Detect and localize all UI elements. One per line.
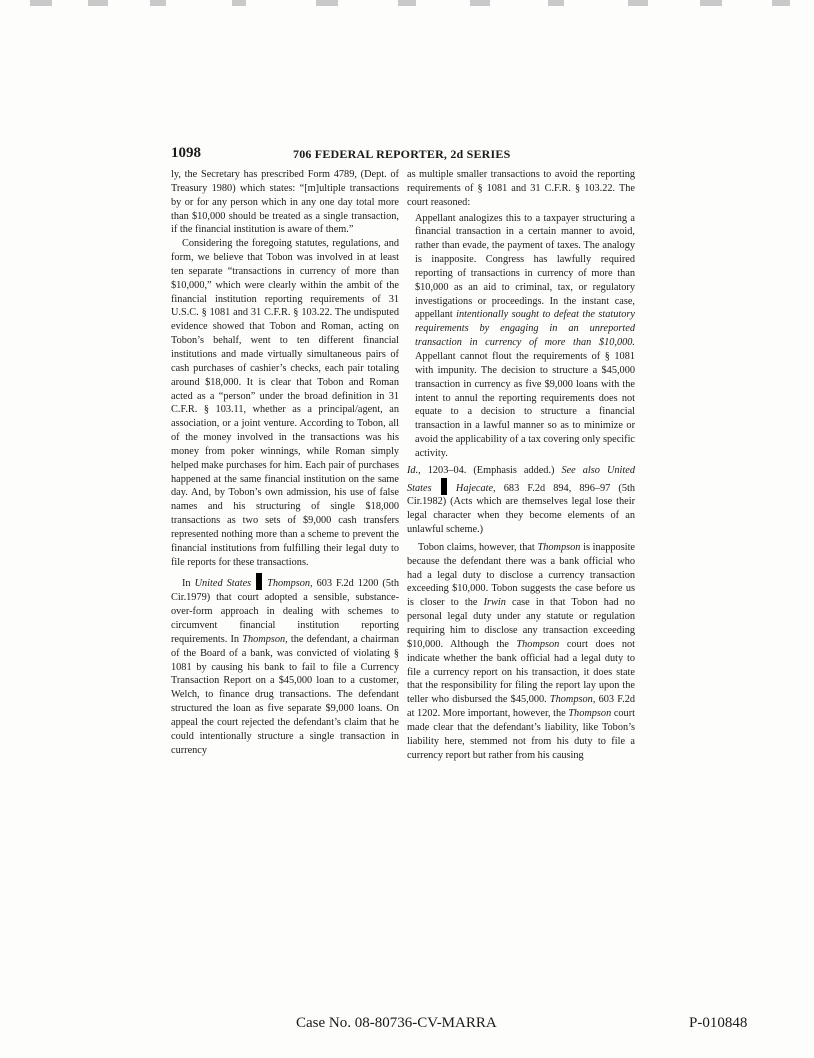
right-column	[407, 168, 635, 762]
running-head: 706 FEDERAL REPORTER, 2d SERIES	[293, 147, 511, 161]
paragraph: ly, the Secretary has prescribed Form 4789, (Dept. of Treasury 1980) which states: “[m]ultiple transactions by or for any person which in any one day total more than $10,000 should be treated as a single transaction, if the financial institution is aware of them.”	[171, 169, 399, 236]
case-name: United States	[194, 578, 252, 590]
case-name: Thompson,	[242, 633, 288, 645]
paragraph: Considering the foregoing statutes, regulations, and form, we believe that Tobon was involved in at least ten separate “transactions in currency of more than $10,000,” which were clearly within the ambit of the financial institution reporting requirements of 31 U.S.C. § 1081 and 31 C.F.R. § 103.22. The undisputed evidence showed that Tobon and Roman, acting on Tobon’s behalf, went to ten different financial institutions and made virtually simultaneous pairs of cash purchases of cashier’s checks, each pair totaling around $18,000. It is clear that Tobon and Roman acted as a “person” under the broad definition in 31 C.F.R. § 103.11, whether as a principal/agent, an association, or a joint venture. According to Tobon, all of the money involved in the transactions was his money from poker winnings, while Roman simply helped make purchases for him. Each pair of purchases happened at the same financial institution on the same day. And, by Tobon’s own admission, his use of false names and his structuring of single $18,000 transactions as two sets of $9,000 cash transfers represented nothing more than a scheme to prevent the financial institutions from fulfilling their legal duty to file reports for these transactions.	[171, 238, 399, 568]
left-column	[171, 168, 399, 757]
scan-edge-marks	[0, 0, 814, 10]
paragraph: as multiple smaller transactions to avoid the reporting requirements of § 1081 and 31 C.F.R. § 103.22. The court reasoned:	[407, 169, 635, 208]
page-header	[171, 145, 649, 165]
citation-paragraph: Id., 1203–04. (Emphasis added.) See also United States Hajecate, 683 F.2d 894, 896–97 (5th Cir.1982) (Acts which are themselves legal lose their legal character when they become elements of an unlawful scheme.)	[407, 464, 636, 536]
page-number: 1098	[171, 145, 201, 161]
case-name: Thompson,	[267, 578, 313, 590]
case-name: Hajecate,	[455, 482, 496, 494]
paragraph: Tobon claims, however, that Thompson is inapposite because the defendant there was a bank official who had a legal duty to disclose a currency transaction exceeding $10,000. Tobon suggests the case before us is closer to the Irwin case in that Tobon had no personal legal duty under any statute or regulation requiring him to disclose any transaction exceeding $10,000. Although the Thompson court does not indicate whether the bank official had a legal duty to file a currency report on his transaction, it does state that the responsibility for filing the report lay upon the teller who disbursed the $45,000. Thompson, 603 F.2d at 1202. More important, however, the Thompson court made clear that the defendant’s liability, like Tobon’s liability here, stemmed not from his duty to file a currency report but rather from his causing	[407, 541, 636, 761]
block-quote: Appellant analogizes this to a taxpayer structuring a financial transaction in a certain manner to avoid, rather than evade, the payment of taxes. The analogy is inapposite. Congress has lawfully required reporting of transactions in currency of more than $10,000 as an aid to criminal, tax, or regulatory investigations or proceedings. In the instant case, appellant intentionally sought to defeat the statutory requirements by engaging in an unreported transaction in currency of more than $10,000. Appellant cannot flout the requirements of § 1081 with impunity. The decision to structure a $45,000 transaction in currency as five $9,000 loans with the intent to annul the reporting requirements does not equate to a decision to structure a financial transaction in a lawful manner so as to minimize or avoid the applicability of a tax covering only specific activity.	[415, 212, 635, 459]
redaction-bar	[256, 573, 262, 590]
footer-case-number: Case No. 08-80736-CV-MARRA	[296, 1015, 497, 1031]
redaction-bar	[441, 478, 447, 495]
paragraph: In United States Thompson, 603 F.2d 1200 (5th Cir.1979) that court adopted a sensible, substance-over-form approach in dealing with schemes to circumvent financial institution reporting requirements. In Thompson, the defendant, a chairman of the Board of a bank, was convicted of violating § 1081 by causing his bank to fail to file a Currency Transaction Report on a $45,000 loan to a customer, Welch, to finance drug transactions. The defendant structured the loan as five separate $9,000 loans. On appeal the court rejected the defendant’s claim that he could intentionally structure a single transaction in currency	[171, 573, 399, 757]
footer-bates-number: P-010848	[689, 1015, 748, 1031]
